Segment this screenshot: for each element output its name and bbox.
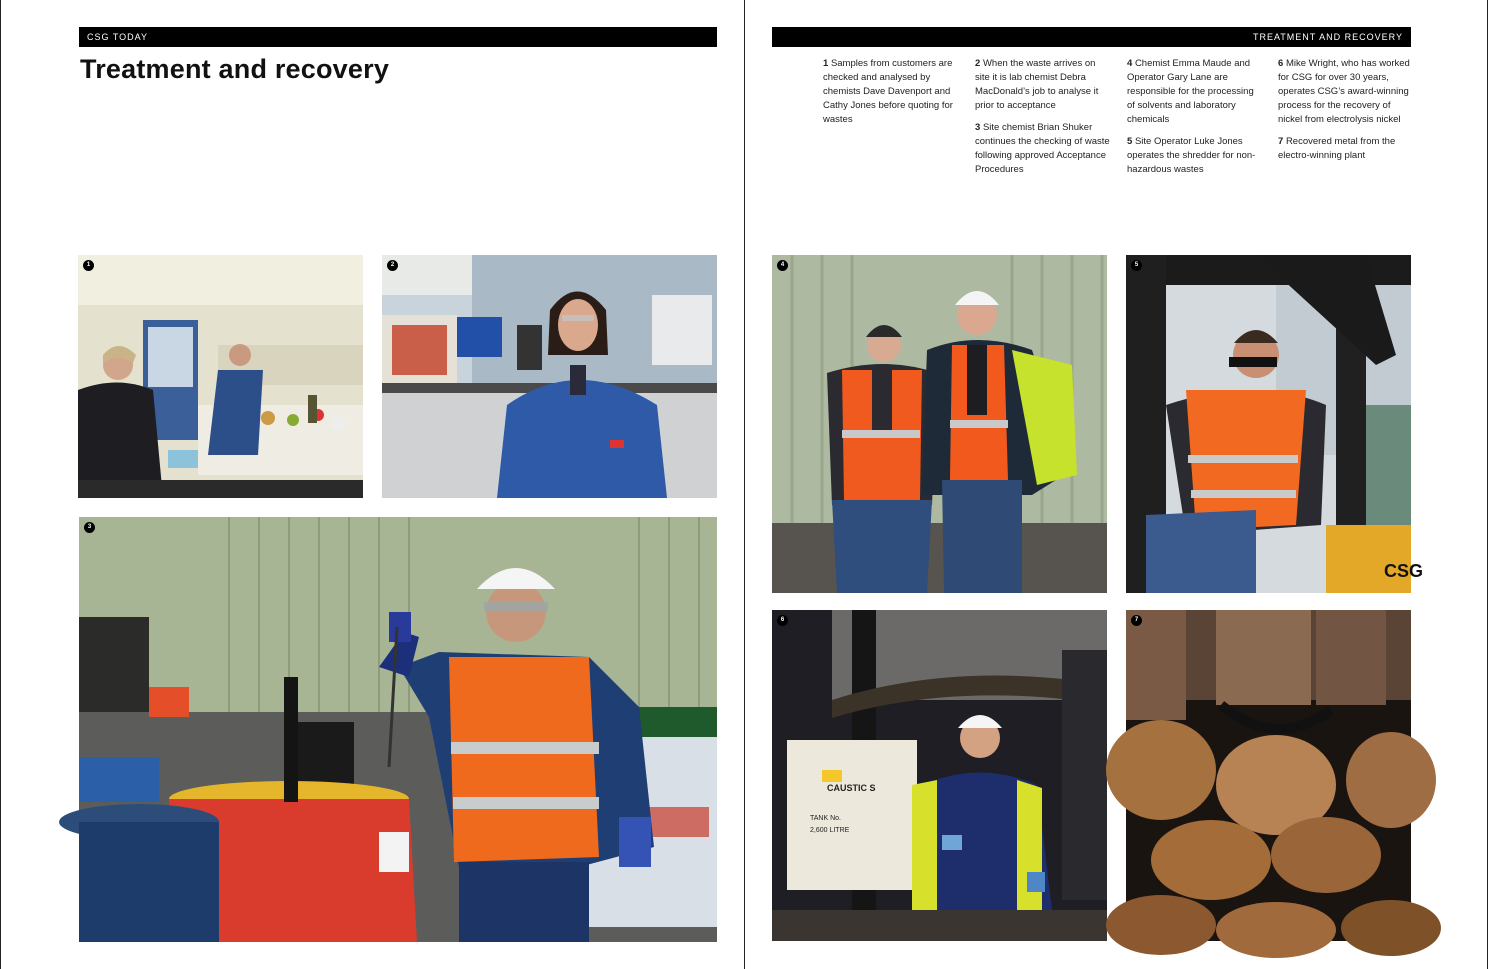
- photo-7-recovered-metal: [1126, 610, 1411, 941]
- caption-2: 2 When the waste arrives on site it is lab chemist Debra MacDonald’s job to analyse it prior to acceptance: [975, 58, 1099, 111]
- photo-3-site-chemist: [79, 517, 717, 942]
- caption-column-1: [823, 57, 958, 135]
- photo-number-5: 5: [1131, 260, 1142, 271]
- photo-number-6: 6: [777, 615, 788, 626]
- caption-7: 7 Recovered metal from the electro-winning plant: [1278, 136, 1396, 161]
- forklift-logo-text: CSG: [1384, 561, 1424, 581]
- photo-number-3: 3: [84, 522, 95, 533]
- photo-5-image: [1126, 255, 1424, 593]
- caption-5: 5 Site Operator Luke Jones operates the shredder for non-hazardous wastes: [1127, 136, 1256, 175]
- section-bar-left: CSG TODAY: [79, 27, 717, 47]
- photo-number-2: 2: [387, 260, 398, 271]
- caption-1: 1 Samples from customers are checked and analysed by chemists Dave Davenport and Cathy Jones before quoting for wastes: [823, 58, 953, 125]
- photo-4-chemist-and-operator: [772, 255, 1107, 593]
- photo-1-image: [78, 255, 363, 498]
- caption-6: 6 Mike Wright, who has worked for CSG for over 30 years, operates CSG’s award-winning process for the recovery of nickel from electrolysis nickel: [1278, 58, 1410, 125]
- photo-3-image: [79, 517, 717, 942]
- tank-label-line-3: 2,600 LITRE: [810, 827, 850, 834]
- photo-2-image: [382, 255, 717, 498]
- photo-7-image: [1126, 610, 1411, 941]
- photo-1-lab-chemists: [78, 255, 363, 498]
- photo-6-plant-operator: [772, 610, 1107, 941]
- page-edge-left: [0, 0, 1, 969]
- section-bar-right: TREATMENT AND RECOVERY: [772, 27, 1411, 47]
- photo-number-4: 4: [777, 260, 788, 271]
- photo-2-lab-chemist-portrait: [382, 255, 717, 498]
- caption-column-3: [1127, 57, 1262, 185]
- tank-label-line-2: TANK No.: [810, 815, 841, 822]
- page-gutter: [744, 0, 745, 969]
- caption-4: 4 Chemist Emma Maude and Operator Gary Lane are responsible for the processing of solvents and laboratory chemicals: [1127, 58, 1254, 125]
- caption-3: 3 Site chemist Brian Shuker continues the checking of waste following approved Acceptance Procedures: [975, 122, 1110, 175]
- photo-number-1: 1: [83, 260, 94, 271]
- photo-4-image: [772, 255, 1107, 593]
- caption-column-2: [975, 57, 1110, 185]
- caption-column-4: [1278, 57, 1413, 171]
- tank-label-line-1: CAUSTIC S: [827, 783, 876, 793]
- photo-5-forklift-operator: [1126, 255, 1424, 593]
- page-edge-right: [1487, 0, 1488, 969]
- page-title: Treatment and recovery: [80, 54, 390, 84]
- photo-number-7: 7: [1131, 615, 1142, 626]
- photo-6-image: [772, 610, 1107, 941]
